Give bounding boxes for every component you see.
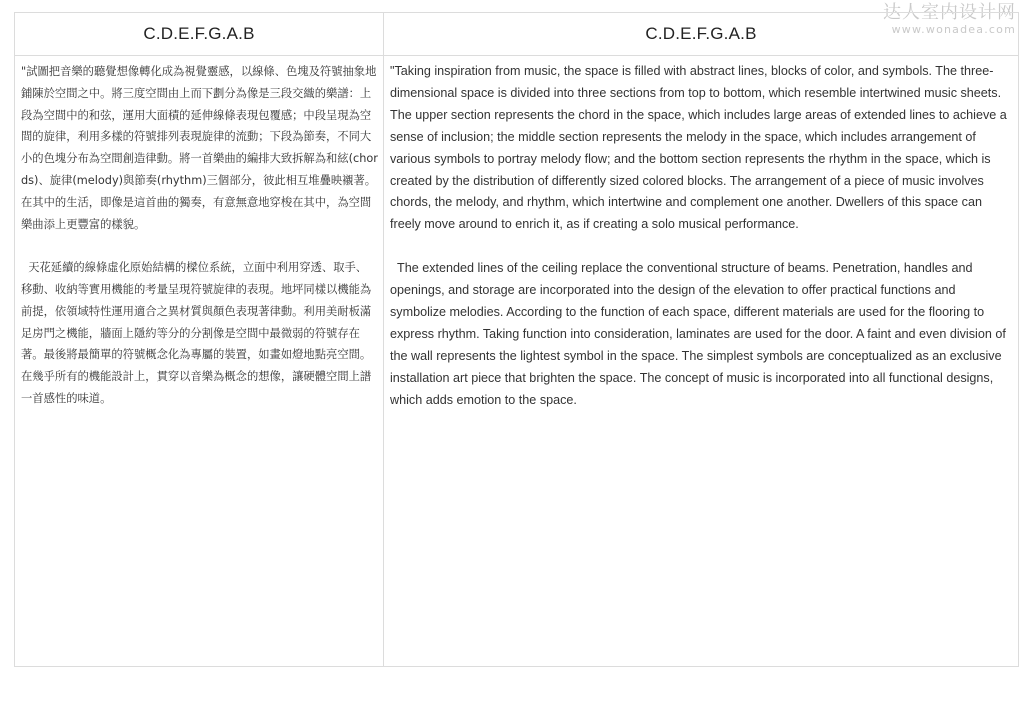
chinese-column-body [15, 56, 383, 410]
chinese-column [15, 13, 384, 666]
english-column [384, 13, 1018, 666]
chinese-column-heading: C.D.E.F.G.A.B [15, 13, 383, 56]
english-column-heading: C.D.E.F.G.A.B [384, 13, 1018, 56]
watermark-url-text: www.wonadea.com [891, 23, 1016, 36]
watermark-brand-text: 达人室内设计网 [883, 2, 1016, 23]
chinese-description-text: "試圖把音樂的聽覺想像轉化成為視覺靈感，以線條、色塊及符號抽象地鋪陳於空間之中。將三度空間由上而下劃分為像是三段交織的樂譜：上段為空間中的和弦，運用大面積的延伸線條表現包覆感；中段呈現為空間的旋律，利用多樣的符號排列表現旋律的流動；下段為節奏，不同大小的色塊分布為空間創造律動。將一首樂曲的編排大致拆解為和絃(chords)、旋律(melody)與節奏(rhythm)三個部分，彼此相互堆疊映襯著。在其中的生活，即像是這首曲的獨奏，有意無意地穿梭在其中，為空間樂曲添上更豐富的樣貌。 天花延續的線條虛化原始結構的樑位系統，立面中利用穿透、取手、移動、收納等實用機能的考量呈現符號旋律的表現。地坪同樣以機能為前提，依領域特性運用適合之異材質與顏色表現著律動。利用美耐板滿足房門之機能，牆面上隱約等分的分割像是空間中最微弱的符號存在著。最後將最簡單的符號概念化為專屬的裝置，如畫如燈地點亮空間。在幾乎所有的機能設計上，貫穿以音樂為概念的想像，讓硬體空間上譜一首感性的味道。 [21, 65, 378, 405]
bilingual-text-table [14, 12, 1019, 667]
english-column-body [384, 56, 1018, 412]
english-description-text: "Taking inspiration from music, the space is filled with abstract lines, blocks of color, and symbols. The three-dimensional space is divided into three sections from top to bottom, which resemble intertwined music sheets. The upper section represents the chord in the space, which includes large areas of extended lines to achieve a sense of inclusion; the middle section represents the melody in the space, which includes arrangement of various symbols to portray melody flow; and the bottom section represents the rhythm in the space, which is created by the distribution of differently sized colored blocks. The arrangement of a piece of music involves chords, the melody, and rhythm, which intertwine and complement one another. Dwellers of this space can freely move around to enrich it, as if creating a solo musical performance. The extended lines of the ceiling replace the conventional structure of beams. Penetration, handles and openings, and storage are incorporated into the design of the elevation to offer practical functions and symbolize melodies. According to the function of each space, different materials are used for the flooring to express rhythm. Taking function into consideration, laminates are used for the door. A faint and even division of the wall represents the lightest symbol in the space. The simplest symbols are conceptualized as an exclusive installation art piece that brighten the space. The concept of music is incorporated into all functional designs, which adds emotion to the space. [390, 64, 1007, 407]
